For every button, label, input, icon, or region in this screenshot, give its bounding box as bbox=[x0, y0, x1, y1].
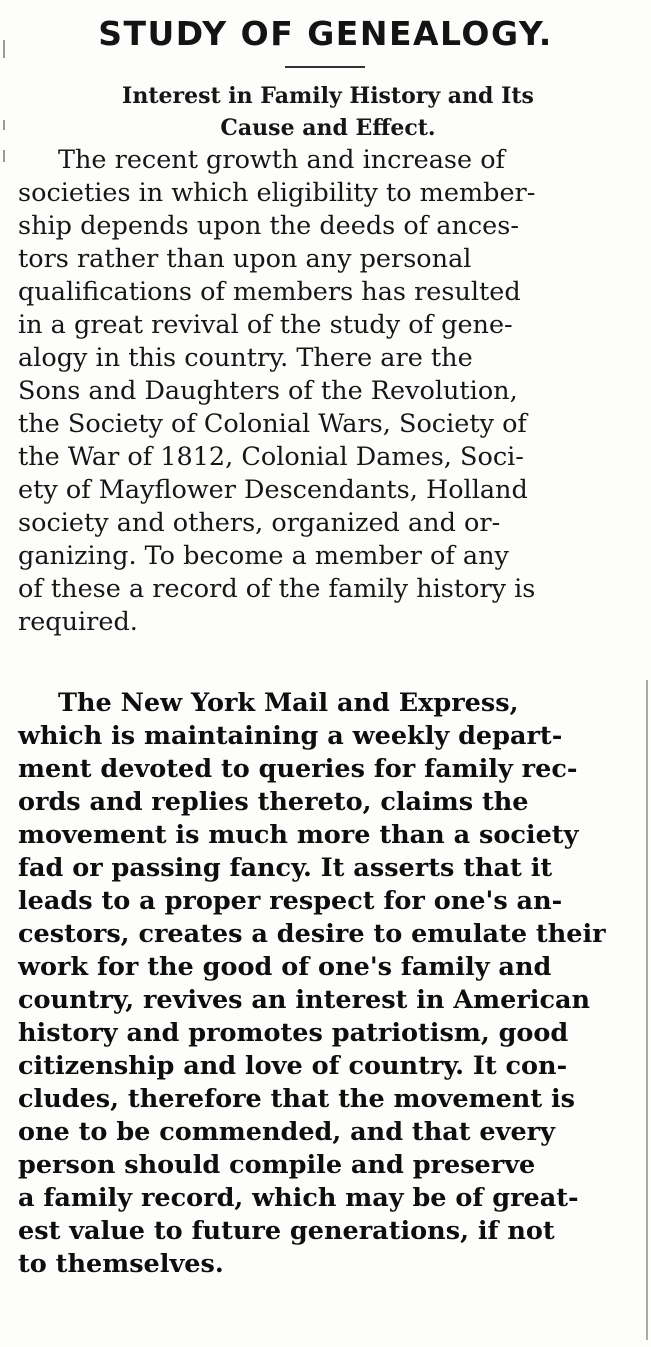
paragraph-line: fad or passing fancy. It asserts that it bbox=[18, 853, 553, 883]
paragraph-line: est value to future generations, if not bbox=[18, 1216, 555, 1246]
edge-mark bbox=[3, 150, 5, 162]
left-margin-marks bbox=[0, 0, 10, 1347]
paragraph-line: ment devoted to queries for family rec- bbox=[18, 754, 578, 784]
paragraph-line: ords and replies thereto, claims the bbox=[18, 787, 529, 817]
paragraph-line: country, revives an interest in American bbox=[18, 985, 591, 1015]
headline-divider bbox=[285, 66, 365, 68]
headline: STUDY OF GENEALOGY. bbox=[98, 14, 553, 53]
paragraph-line: tors rather than upon any personal bbox=[18, 244, 472, 274]
paragraph-line: required. bbox=[18, 607, 138, 637]
paragraph-line: ship depends upon the deeds of ances- bbox=[18, 211, 519, 241]
subhead-line: Interest in Family History and Its bbox=[122, 83, 534, 109]
paragraph-line: ganizing. To become a member of any bbox=[18, 541, 509, 571]
paragraph-line: person should compile and preserve bbox=[18, 1150, 536, 1180]
paragraph-line: leads to a proper respect for one's an- bbox=[18, 886, 563, 916]
paragraph-line: qualifications of members has resulted bbox=[18, 277, 521, 307]
paragraph-line: which is maintaining a weekly depart- bbox=[18, 721, 563, 751]
paragraph-line: in a great revival of the study of gene- bbox=[18, 310, 513, 340]
paragraph-line: a family record, which may be of great- bbox=[18, 1183, 579, 1213]
paragraph-line: cestors, creates a desire to emulate their bbox=[18, 919, 606, 949]
subhead-line: Cause and Effect. bbox=[220, 115, 436, 141]
paragraph-line: of these a record of the family history is bbox=[18, 574, 536, 604]
paragraph-line: the Society of Colonial Wars, Society of bbox=[18, 409, 527, 439]
paragraph-line: cludes, therefore that the movement is bbox=[18, 1084, 576, 1114]
paragraph-line: work for the good of one's family and bbox=[18, 952, 552, 982]
paragraph-line: to themselves. bbox=[18, 1249, 224, 1279]
paragraph-line: The recent growth and increase of bbox=[58, 145, 505, 175]
paragraph-line: one to be commended, and that every bbox=[18, 1117, 555, 1147]
paragraph-line: citizenship and love of country. It con- bbox=[18, 1051, 568, 1081]
paragraph-line: The New York Mail and Express, bbox=[58, 688, 519, 718]
paragraph-line: movement is much more than a society bbox=[18, 820, 579, 850]
column-rule bbox=[646, 680, 648, 1340]
paragraph-line: society and others, organized and or- bbox=[18, 508, 501, 538]
paragraph-line: the War of 1812, Colonial Dames, Soci- bbox=[18, 442, 524, 472]
paragraph-line: alogy in this country. There are the bbox=[18, 343, 473, 373]
paragraph-line: ety of Mayflower Descendants, Holland bbox=[18, 475, 528, 505]
paragraph-line: history and promotes patriotism, good bbox=[18, 1018, 569, 1048]
edge-mark bbox=[3, 120, 5, 130]
paragraph-line: Sons and Daughters of the Revolution, bbox=[18, 376, 518, 406]
paragraph-line: societies in which eligibility to member- bbox=[18, 178, 536, 208]
